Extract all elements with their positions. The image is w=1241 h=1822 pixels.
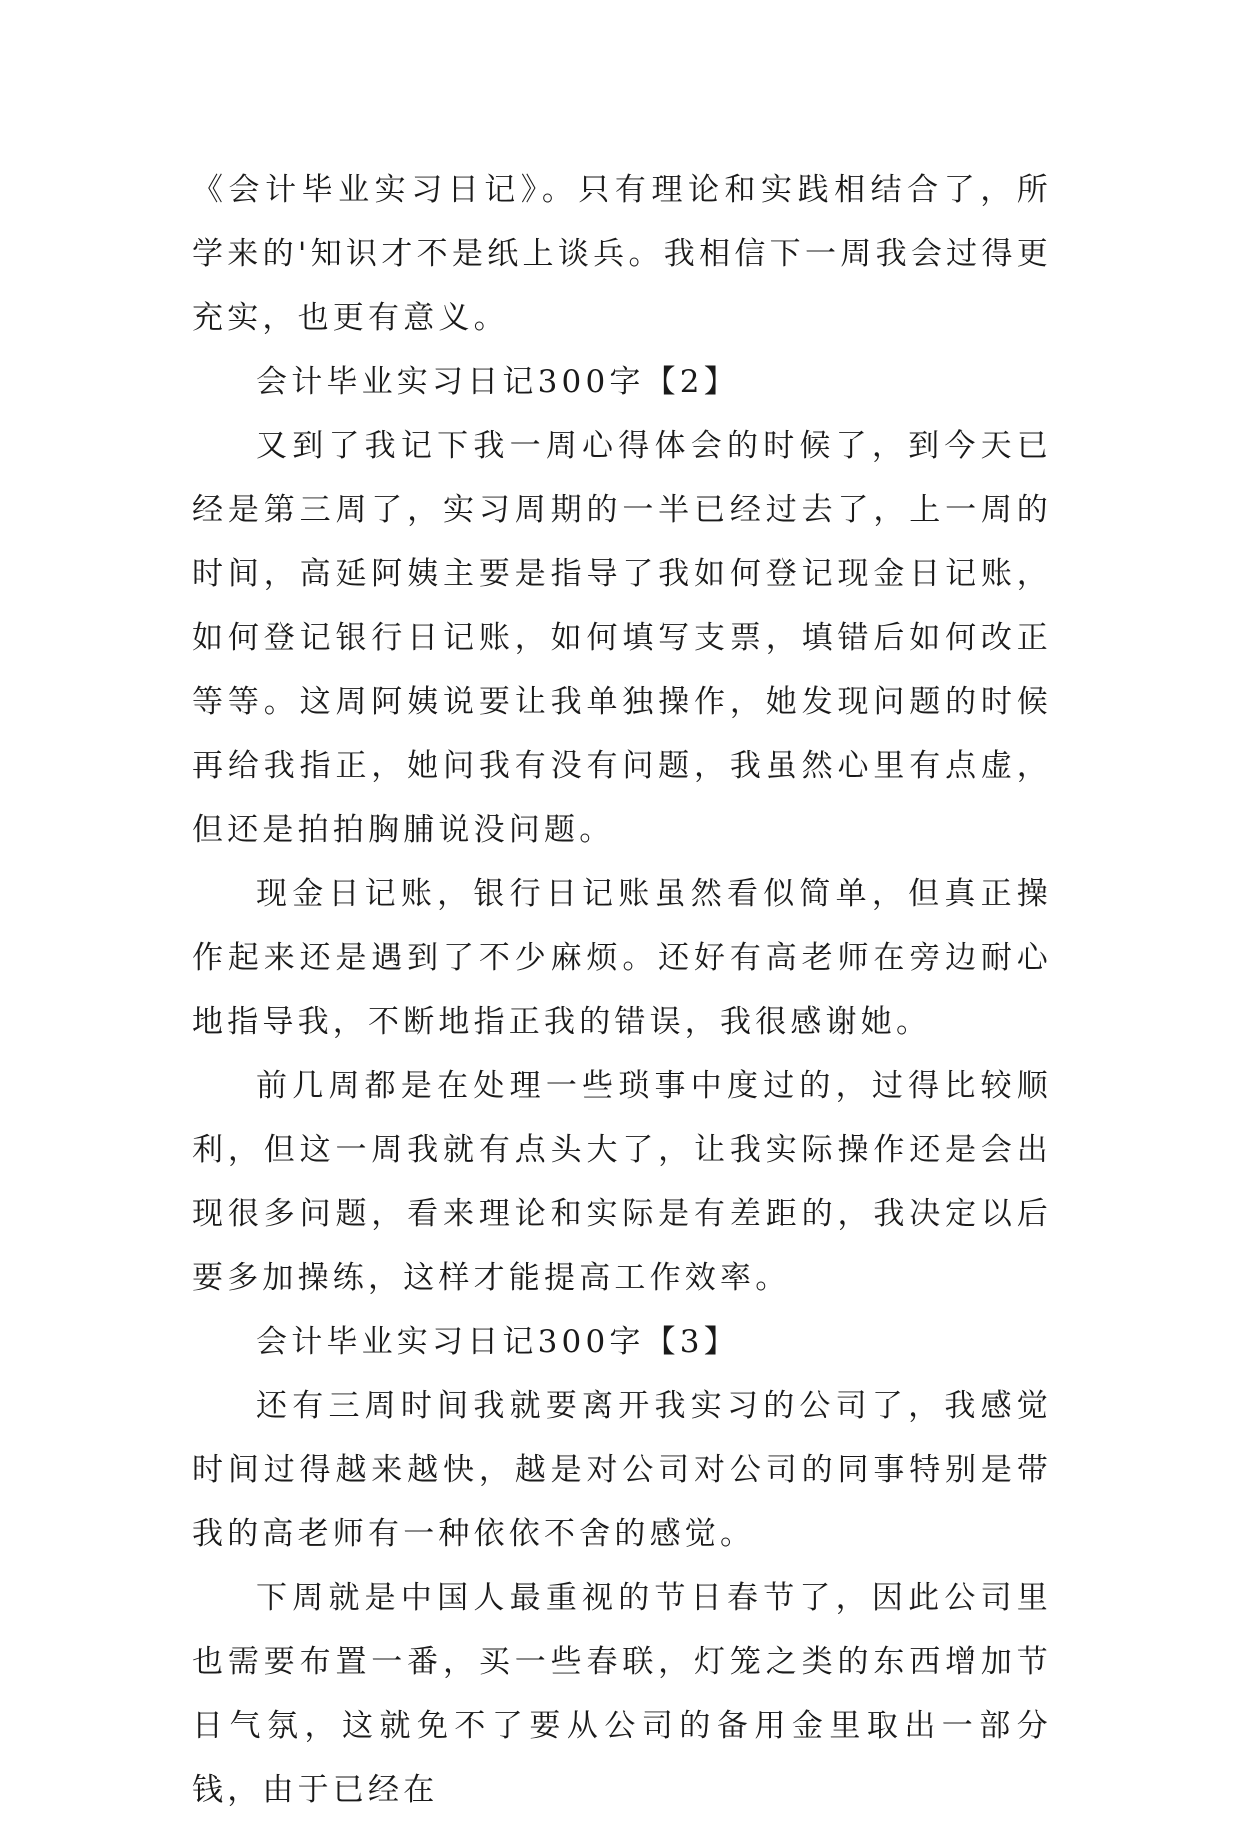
paragraph-intro-conclusion: 《会计毕业实习日记》。只有理论和实践相结合了，所学来的'知识才不是纸上谈兵。我相信下一周我会过得更充实，也更有意义。 [192,172,1052,336]
paragraph-cash-journal: 现金日记账，银行日记账虽然看似简单，但真正操作起来还是遇到了不少麻烦。还好有高老师在旁边耐心地指导我，不断地指正我的错误，我很感谢她。 [192,876,1052,1040]
document-page [192,158,1052,1822]
paragraph-spring-festival: 下周就是中国人最重视的节日春节了，因此公司里也需要布置一番，买一些春联，灯笼之类的东西增加节日气氛，这就免不了要从公司的备用金里取出一部分钱，由于已经在 [192,1580,1052,1808]
section-heading-3: 会计毕业实习日记300字【3】 [256,1324,739,1360]
section-heading-2: 会计毕业实习日记300字【2】 [256,364,739,400]
paragraph-previous-weeks: 前几周都是在处理一些琐事中度过的，过得比较顺利，但这一周我就有点头大了，让我实际操作还是会出现很多问题，看来理论和实际是有差距的，我决定以后要多加操练，这样才能提高工作效率。 [192,1068,1052,1296]
paragraph-three-weeks-left: 还有三周时间我就要离开我实习的公司了，我感觉时间过得越来越快，越是对公司对公司的同事特别是带我的高老师有一种依依不舍的感觉。 [192,1388,1052,1552]
paragraph-week-three: 又到了我记下我一周心得体会的时候了，到今天已经是第三周了，实习周期的一半已经过去了，上一周的时间，高延阿姨主要是指导了我如何登记现金日记账，如何登记银行日记账，如何填写支票，填错后如何改正等等。这周阿姨说要让我单独操作，她发现问题的时候再给我指正，她问我有没有问题，我虽然心里有点虚，但还是拍拍胸脯说没问题。 [192,428,1052,848]
